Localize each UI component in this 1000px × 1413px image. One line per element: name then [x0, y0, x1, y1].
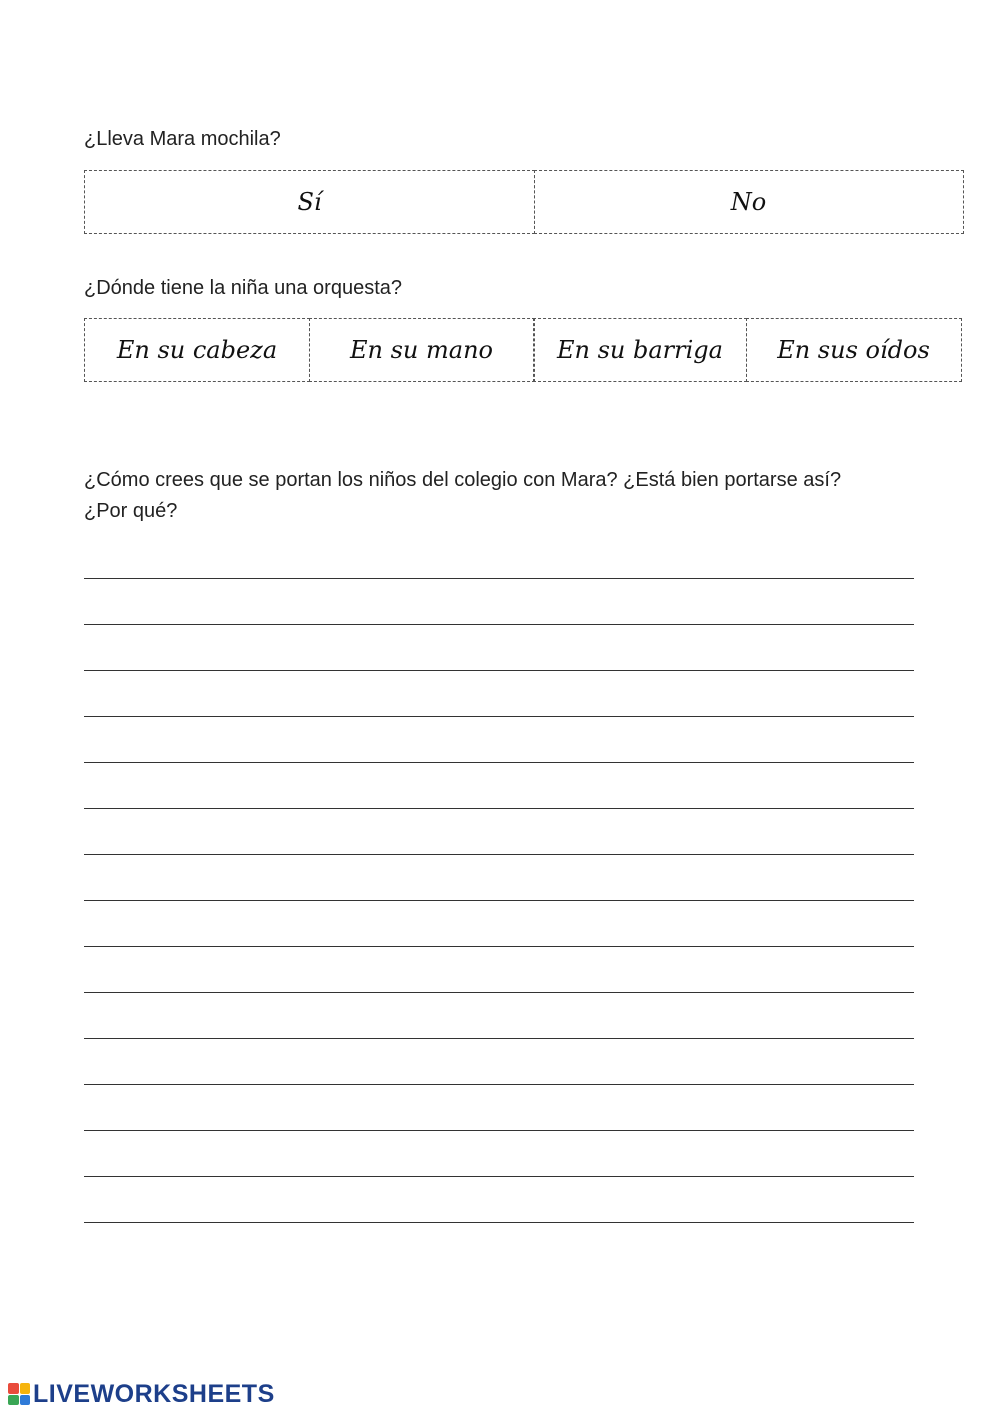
option-en-su-cabeza[interactable]: En su cabeza	[84, 318, 310, 382]
logo-square	[20, 1395, 31, 1406]
answer-line[interactable]	[84, 1084, 914, 1085]
answer-line[interactable]	[84, 762, 914, 763]
answer-line[interactable]	[84, 854, 914, 855]
answer-line[interactable]	[84, 992, 914, 993]
answer-line[interactable]	[84, 946, 914, 947]
option-si[interactable]: Sí	[84, 170, 535, 234]
answer-line[interactable]	[84, 1130, 914, 1131]
answer-line[interactable]	[84, 716, 914, 717]
brand-name: LIVEWORKSHEETS	[33, 1379, 275, 1408]
logo-square	[8, 1383, 19, 1394]
answer-line[interactable]	[84, 1176, 914, 1177]
question-orquesta: ¿Dónde tiene la niña una orquesta?	[84, 277, 403, 299]
question-comportamiento-line1: ¿Cómo crees que se portan los niños del colegio con Mara? ¿Está bien portarse así?	[84, 469, 842, 491]
answer-line[interactable]	[84, 670, 914, 671]
answer-line[interactable]	[84, 900, 914, 901]
logo-square	[8, 1395, 19, 1406]
question-mochila: ¿Lleva Mara mochila?	[84, 128, 281, 150]
answer-line[interactable]	[84, 624, 914, 625]
answer-line[interactable]	[84, 578, 914, 579]
answer-line[interactable]	[84, 1222, 914, 1223]
answer-line[interactable]	[84, 808, 914, 809]
liveworksheets-logo-icon	[8, 1383, 30, 1405]
question-comportamiento-line2: ¿Por qué?	[84, 500, 178, 522]
logo-square	[20, 1383, 31, 1394]
answer-area[interactable]	[84, 0, 916, 1300]
brand-footer	[8, 1380, 275, 1408]
option-en-su-barriga[interactable]: En su barriga	[533, 318, 747, 382]
answer-line[interactable]	[84, 1038, 914, 1039]
option-en-su-mano[interactable]: En su mano	[309, 318, 535, 382]
option-no[interactable]: No	[534, 170, 964, 234]
option-en-sus-oidos[interactable]: En sus oídos	[746, 318, 962, 382]
